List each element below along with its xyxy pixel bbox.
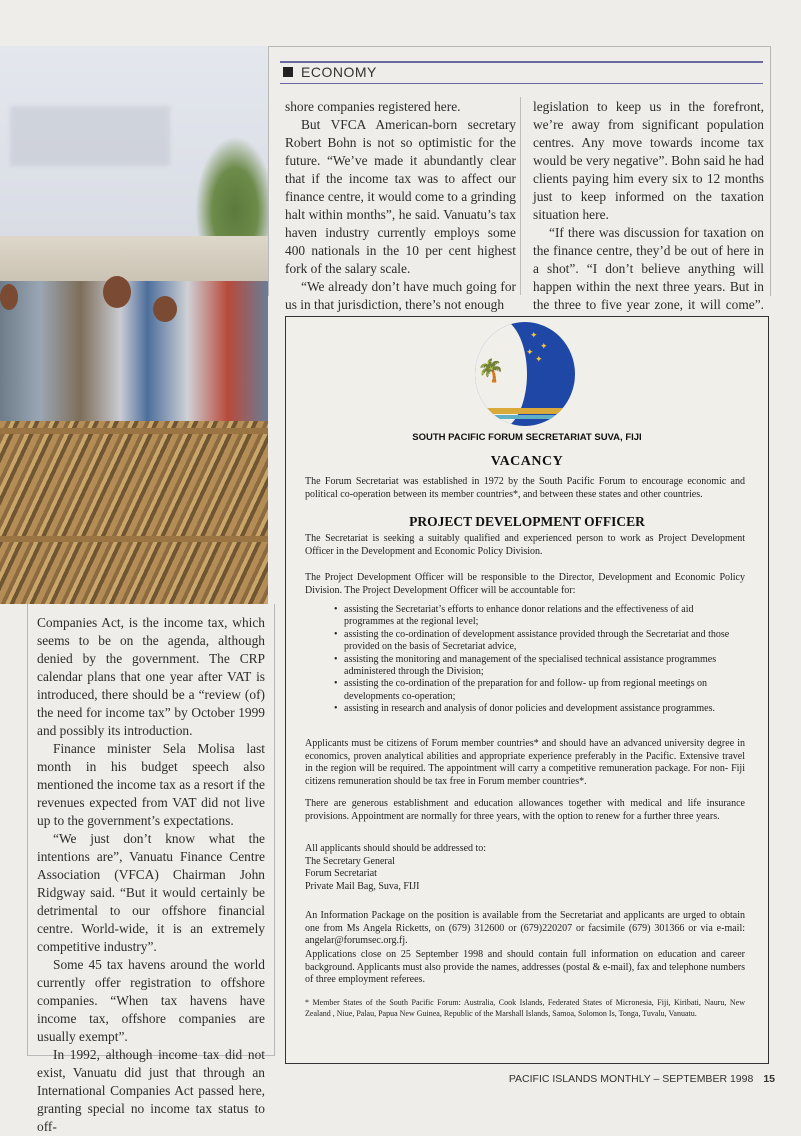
photo-person-head [103,276,131,308]
section-rule [280,61,763,63]
list-item: • assisting the Secretariat’s efforts to enhance donor relations and the effectiveness of aid programmes at the regional level; [334,604,744,629]
paragraph-text: “If there was discussion for taxation on the finance centre, they’d be out of here in a shot”. “I don’t believe anything will happen within the next three years. But in the three to five year zone, it will come”. [533,225,764,312]
star-icon: ✦ [540,341,548,351]
column-divider [520,97,521,295]
palm-tree-icon: 🌴 [477,358,505,383]
article-column-right [533,98,764,332]
photo-crowd [0,281,268,421]
section-label: ECONOMY [301,64,377,80]
ad-closing [305,949,745,987]
ad-allowances [305,798,745,823]
list-item: • assisting the co-ordination of development assistance provided through the Secretariat and those provided on the basis of Secretariat advice, [334,629,744,654]
photo-fence-rail [0,428,268,434]
paragraph: The Project Development Officer will be responsible to the Director, Development and Economic Policy Division. The Project Development Officer will be accountable for: [305,572,745,596]
photo-person-head [153,296,177,322]
paragraph: The Secretariat is seeking a suitably qualified and experienced person to work as Project Development Officer in the Development and Economic Policy Division. [305,533,745,557]
article-column-middle [285,98,516,314]
ad-responsibility [305,572,745,597]
paragraph: The Forum Secretariat was established in 1972 by the South Pacific Forum to encourage economic and political co-operation between its member countries*, and between these states and other countries. [305,476,745,500]
logo-wave [475,408,575,414]
paragraph: “We just don’t know what the intentions are”, Vanuatu Finance Centre Association (VFCA) Chairman John Ridgway said. “But it would certainly be detrimental to our offshore financial centre. World-wide, it is an extremely competitive industry”. [37,831,265,954]
logo-wave [475,415,575,419]
ad-address [305,843,745,893]
paragraph: But VFCA American-born secretary Robert Bohn is not so optimistic for the future. “We’ve made it abundantly clear that if the income tax was to affect our finance centre, it would come to a grinding halt within months”, he said. Vanuatu’s tax haven industry currently employs some 400 nationals in the 10 per cent highest fork of the salary scale. [285,117,516,276]
section-square-icon [283,67,293,77]
address-line: The Secretary General [305,855,395,867]
paragraph: An Information Package on the position is available from the Secretariat and applicants are urged to obtain one from Ms Angela Ricketts, on (679) 312600 or (679)220207 or facsimile (679) 301366 or via e-mail: angelar@forumsec.org.fj. [305,910,745,947]
star-icon: ✦ [535,354,543,364]
section-header [283,64,377,80]
photo-fence-rail [0,536,268,542]
paragraph: Some 45 tax havens around the world currently offer registration to offshore companies. “When tax havens have income tax, offshore companies are usually exempt”. [37,957,265,1044]
section-rule [280,83,763,84]
address-line: Private Mail Bag, Suva, FIJI [305,880,420,892]
paragraph: shore companies registered here. [285,99,461,114]
photo-background-text [10,106,170,166]
crowd-photo [0,46,268,604]
address-line: Forum Secretariat [305,868,377,880]
star-icon: ✦ [530,330,538,340]
ad-vacancy-heading: VACANCY [490,454,564,469]
paragraph: Finance minister Sela Molisa last month in his budget speech also mentioned the income tax as a resort if the revenues expected from VAT did not live up to the government’s expectations. [37,741,265,828]
publication-name: PACIFIC ISLANDS MONTHLY – SEPTEMBER 1998 [508,1073,754,1085]
ad-seeking [305,533,745,558]
paragraph: Applicants must be citizens of Forum member countries* and should have an advanced university degree in economics, proven analytical abilities and appropriate experience preferably in the Pacific. Extensive travel in the region will be required. The appointment will carry a competitive remuneration package. For non- Fiji citizens remuneration should be tax free in Forum member countries*. [305,738,745,787]
photo-tent [0,236,268,286]
ad-footnote [305,998,745,1019]
address-line: All applicants should should be addressed to: [305,843,487,854]
article-column-left [37,614,265,1136]
page-footer [509,1073,775,1085]
page-number: 15 [763,1073,775,1085]
paragraph: “We already don’t have much going for us in that jurisdiction, there’s not enough [285,279,516,312]
ad-info [305,910,745,948]
ad-organization: SOUTH PACIFIC FORUM SECRETARIAT SUVA, FIJI [412,432,642,443]
paragraph: legislation to keep us in the forefront, we’re away from significant population centres. Any move towards income tax would be very negative”. Bohn said he had clients paying him every six to 12 months just to keep informed on the taxation situation here. [533,99,764,222]
paragraph: In 1992, although income tax did not exist, Vanuatu did just that through an International Companies Act passed here, granting special no income tax status to off- [37,1047,265,1134]
star-icon: ✦ [526,347,534,357]
photo-person-head [0,284,18,310]
paragraph: There are generous establishment and education allowances together with medical and life insurance provisions. Appointment are normally for three years, with the option to renew for a further three years. [305,798,745,822]
paragraph: Companies Act, is the income tax, which seems to be on the agenda, although denied by the government. The CRP calendar plans that one year after VAT is introduced, there should be a “review (of) the need for income tax” by October 1999 and possibly its introduction. [37,615,265,738]
duties-list [334,604,744,716]
list-item: • assisting the co-ordination of the preparation for and follow- up from regional meetings on developments co-operation; [334,678,744,703]
paragraph: Applications close on 25 September 1998 and should contain full information on education and career background. Applicants must also provide the names, addresses (postal & e-mail), fax and telephone numbers of three employment referees. [305,949,745,986]
photo-fence [0,421,268,604]
ad-intro [305,476,745,501]
list-item: • assisting the monitoring and management of the specialised technical assistance programmes administered through the Division; [334,654,744,679]
ad-applicants [305,738,745,788]
list-item: • assisting in research and analysis of donor policies and development assistance programmes. [334,703,744,715]
footnote: * Member States of the South Pacific Forum: Australia, Cook Islands, Federated States of Micronesia, Fiji, Kiribati, Nauru, New Zealand , Niue, Palau, Papua New Guinea, Republic of the Marshall Islands, Samoa, Solomon Is, Tonga, Tuvalu, Vanuatu. [305,998,745,1018]
ad-position-title: PROJECT DEVELOPMENT OFFICER [409,514,645,529]
